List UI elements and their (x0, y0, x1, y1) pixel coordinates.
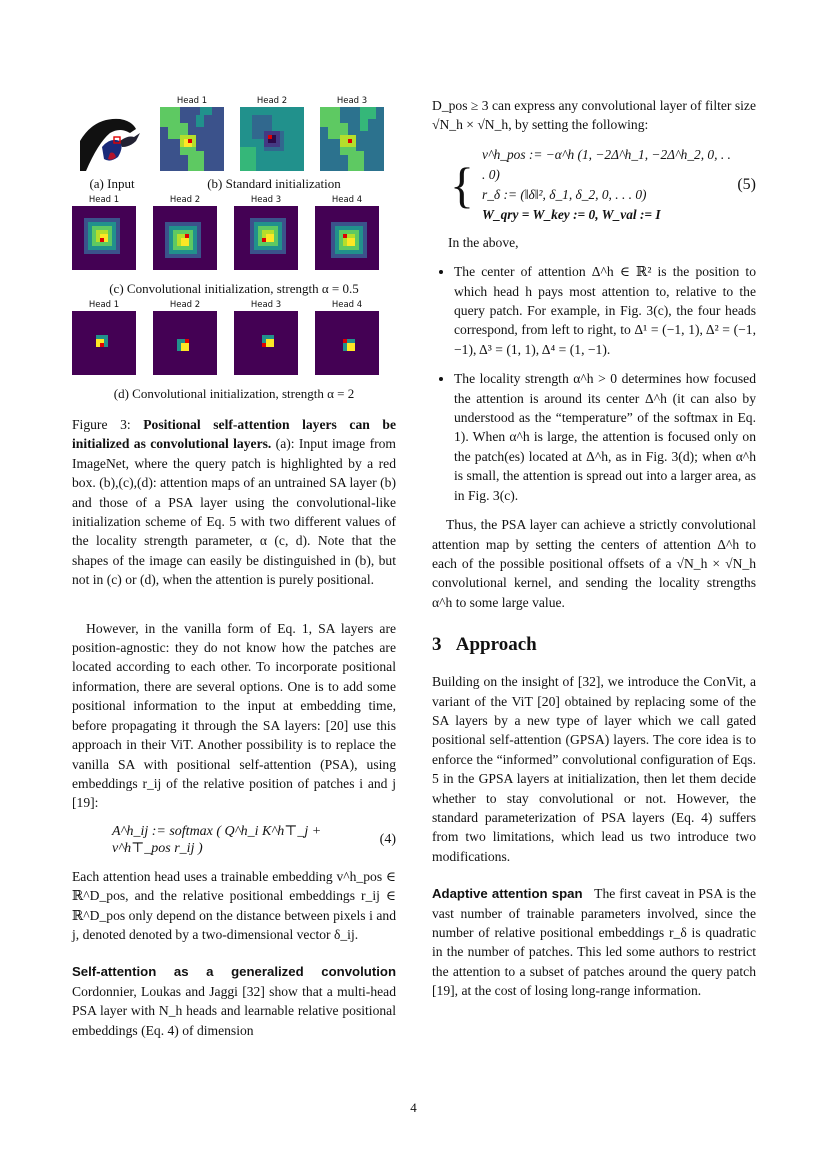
figure-row-standard-captions (72, 175, 396, 193)
conv05-head-3-label: Head 3 (250, 195, 282, 205)
standard-init-panels (160, 96, 384, 171)
paragraph-vanilla: However, in the vanilla form of Eq. 1, SA layers are position-agnostic: they do not know how the patches are located according to each other. To incorporate positional information, there are several options. One is to add some positional information to the input at embedding time, before propagating it through the SA layers: [20] use this approach in their ViT. Another possibility is to replace the vanilla SA with positional self-attention (PSA), using embeddings r_ij of the relative position of patches i and j [19]: (72, 620, 396, 811)
std-head-2-label: Head 2 (256, 96, 288, 106)
conv05-head-2 (153, 195, 217, 270)
conv2-head-1 (72, 300, 136, 375)
figure-3-caption (72, 415, 396, 590)
caption-b: (b) Standard initialization (207, 176, 341, 191)
conv05-head-2-label: Head 2 (169, 195, 201, 205)
caption-label: Figure 3: (72, 417, 131, 432)
left-column (72, 96, 396, 1040)
conv05-head-1 (72, 195, 136, 270)
conv05-head-4-label: Head 4 (331, 195, 363, 205)
section-title: Approach (455, 634, 537, 656)
conv2-head-4 (315, 300, 379, 375)
std-head-3-map (320, 107, 384, 171)
caption-d: (d) Convolutional initialization, strength α = 2 (113, 386, 355, 401)
paragraph-thus: Thus, the PSA layer can achieve a strictly convolutional attention map by setting the centers of attention Δ^h to each of the possible positional offsets of a √N_h × √N_h convolutional kernel, and sending the locality strengths α^h to some large value. (432, 517, 756, 610)
std-head-3 (320, 96, 384, 171)
paragraph-dpos: D_pos ≥ 3 can express any convolutional layer of filter size √N_h × √N_h, by setting the following: (432, 98, 756, 133)
bullet-locality-strength: • The locality strength α^h > 0 determines how focused the attention is around its center Δ^h (it can also by understood as the “temperature” of the softmax in Eq. 1). When α^h is large, the attention is focused only on the patch(es) located at Δ^h, as in Fig. 3(d); when α^h is small, the attention is spread out into a larger area, as in Fig. 3(c). (454, 369, 756, 505)
conv05-head-1-label: Head 1 (88, 195, 120, 205)
figure-row-conv-2 (72, 300, 396, 375)
conv05-head-2-map (153, 206, 217, 270)
equation-5-lines (482, 145, 737, 225)
conv2-head-2-map (153, 311, 217, 375)
right-column (432, 96, 756, 1001)
std-head-2-map (240, 107, 304, 171)
std-head-3-label: Head 3 (336, 96, 368, 106)
section-number: 3 (432, 634, 442, 656)
std-head-2 (240, 96, 304, 171)
conv2-head-2 (153, 300, 217, 375)
std-head-1 (160, 96, 224, 171)
conv2-head-2-label: Head 2 (169, 300, 201, 310)
figure-row-conv-05 (72, 195, 396, 270)
conv2-head-4-label: Head 4 (331, 300, 363, 310)
paragraph-adaptive-text: The first caveat in PSA is the vast number of trainable parameters involved, since the number of relative positional embeddings r_δ is quadratic in the number of patches. This led some authors to restrict the attention to a subset of patches around the query patch [19], at the cost of losing long-range information. (432, 886, 756, 999)
paragraph-embedding: Each attention head uses a trainable embedding v^h_pos ∈ ℝ^D_pos, and the relative positional embeddings r_ij ∈ ℝ^D_pos only depend on the distance between pixels i and j, denoted denoted by a two-dimensional vector δ_ij. (72, 868, 396, 942)
heading-generalized-conv: Self-attention as a generalized convolution (72, 964, 396, 980)
caption-a: (a) Input (89, 176, 135, 191)
bullet-list (432, 262, 756, 505)
conv2-head-1-map (72, 311, 136, 375)
paragraph-approach: Building on the insight of [32], we introduce the ConVit, a variant of the ViT [20] obtained by replacing some of the SA layers by a new type of layer which we call gated positional self-attention (GPSA) layers. The core idea is to enforce the “informed” convolutional configuration of Eqs. 5 in the GPSA layers at initialization, then let them decide whether to stay convolutional or not. However, the standard parameterization of PSA layers (Eq. 4) suffers from two limitations, which lead us two introduce two modifications. (432, 674, 756, 864)
equation-5-line-3: W_qry = W_key := 0, W_val := I (482, 206, 661, 222)
conv2-head-1-label: Head 1 (88, 300, 120, 310)
std-head-1-label: Head 1 (176, 96, 208, 106)
caption-c: (c) Convolutional initialization, strength α = 0.5 (109, 281, 359, 296)
conv05-head-4-map (315, 206, 379, 270)
heading-adaptive: Adaptive attention span (432, 886, 583, 902)
caption-bold: Positional self-attention layers can be initialized as convolutional layers. (72, 417, 396, 452)
equation-4 (112, 823, 396, 857)
paragraph-in-the-above: In the above, (448, 234, 519, 250)
equation-5-line-1: v^h_pos := −α^h (1, −2Δ^h_1, −2Δ^h_2, 0, . . . 0) (482, 146, 731, 182)
bullet-center-of-attention: • The center of attention Δ^h ∈ ℝ² is the position to which head h pays most attention to, relative to the query patch. For example, in Fig. 3(c), the four heads correspond, from left to right, to Δ¹ = (−1, 1), Δ² = (−1, −1), Δ³ = (1, 1), Δ⁴ = (1, −1). (454, 262, 756, 359)
equation-5-brace: { (450, 156, 474, 213)
page-number: 4 (410, 1100, 417, 1115)
conv05-head-3-map (234, 206, 298, 270)
conv2-head-3-label: Head 3 (250, 300, 282, 310)
std-head-1-map (160, 107, 224, 171)
figure-row-standard (72, 96, 396, 171)
conv05-head-4 (315, 195, 379, 270)
equation-5 (432, 145, 756, 225)
conv05-head-3 (234, 195, 298, 270)
paragraph-generalized-conv-text: Cordonnier, Loukas and Jaggi [32] show that a multi-head PSA layer with N_h heads and learnable relative positional embeddings (Eq. 4) of dimension (72, 983, 396, 1038)
input-bird-image (80, 107, 144, 171)
equation-4-number: (4) (379, 831, 396, 847)
figure-3 (72, 96, 396, 590)
caption-text: (a): Input image from ImageNet, where the query patch is highlighted by a red box. (b),(c),(d): attention maps of an untrained SA layer (b) and those of a PSA layer using the convolutional-like initialization scheme of Eq. 5 with two different values of the locality strength parameter, α (c, d). Note that the shapes of the image can easily be distinguished in (b), but not in (c) or (d), when the attention is purely positional. (72, 436, 396, 588)
paragraph-adaptive (432, 884, 756, 1000)
equation-4-body: A^h_ij := softmax ( Q^h_i K^h⊤_j + v^h⊤_pos r_ij ) (112, 823, 322, 856)
equation-5-number: (5) (737, 175, 756, 193)
conv2-head-3-map (234, 311, 298, 375)
conv2-head-4-map (315, 311, 379, 375)
conv05-head-1-map (72, 206, 136, 270)
paragraph-generalized-conv (72, 962, 396, 1040)
input-image-panel (80, 107, 144, 171)
conv2-head-3 (234, 300, 298, 375)
section-heading (432, 634, 756, 656)
equation-5-line-2: r_δ := (‖δ‖², δ_1, δ_2, 0, . . . 0) (482, 186, 647, 202)
